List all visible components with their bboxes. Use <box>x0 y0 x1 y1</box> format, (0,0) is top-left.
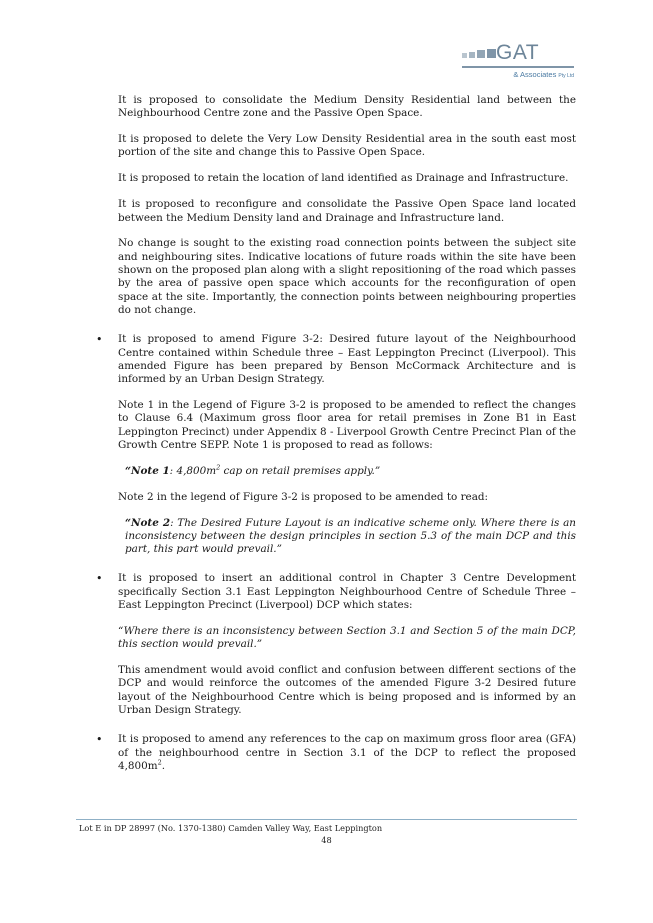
bullet-item: • It is proposed to amend any references to the cap on maximum gross floor area (GFA) of the neighbourhood centre in Section 3.1 of the DCP to reflect the proposed $4,800m^2$. <box>118 733 576 773</box>
logo-subtitle: & Associates Pty Ltd <box>513 70 574 79</box>
bullet-item: • It is proposed to insert an additional control in Chapter 3 Centre Development specifically Section 3.1 East Leppington Neighbourhood Centre of Schedule Three – East Leppington Precinct (Liverpool) DCP which states: <box>118 572 576 612</box>
paragraph: This amendment would avoid conflict and confusion between different sections of the DCP and would reinforce the outcomes of the amended Figure 3-2 Desired future layout of the Neighbourhood Centre which is being proposed and is informed by an Urban Design Strategy. <box>118 664 576 717</box>
logo-squares-icon <box>462 49 496 58</box>
paragraph: No change is sought to the existing road connection points between the subject site and neighbouring sites. Indicative locations of future roads within the site have been shown on the proposed plan along with a slight repositioning of the road which passes by the area of passive open space which accounts for the reconfiguration of open space at the site. Importantly, the connection points between neighbouring properties do not change. <box>118 237 576 316</box>
paragraph: It is proposed to reconfigure and consolidate the Passive Open Space land located between the Medium Density land and Drainage and Infrastructure land. <box>118 198 576 224</box>
logo-underline <box>462 66 574 68</box>
paragraph: It is proposed to consolidate the Medium Density Residential land between the Neighbourhood Centre zone and the Passive Open Space. <box>118 94 576 120</box>
paragraph: It is proposed to retain the location of land identified as Drainage and Infrastructure. <box>118 172 569 185</box>
logo-name: GAT <box>496 41 540 64</box>
footer-address: Lot E in DP 28997 (No. 1370-1380) Camden Valley Way, East Leppington <box>79 823 383 833</box>
company-logo <box>462 42 574 80</box>
bullet-item: • It is proposed to amend Figure 3-2: Desired future layout of the Neighbourhood Centre contained within Schedule three – East Leppington Precinct (Liverpool). This amended Figure has been prepared by Benson McCormack Architecture and is informed by an Urban Design Strategy. <box>118 333 576 386</box>
document-body <box>118 94 576 786</box>
note-1: “Note 1: $4,800m^2$ cap on retail premises apply.” <box>125 463 381 477</box>
quote: “Where there is an inconsistency between Section 3.1 and Section 5 of the main DCP, this section would prevail.” <box>118 624 576 651</box>
note-2: “Note 2: The Desired Future Layout is an indicative scheme only. Where there is an inconsistency between the design principles in section 5.3 of the main DCP and this part, this part would prevail.” <box>125 516 576 556</box>
paragraph: Note 2 in the legend of Figure 3-2 is proposed to be amended to read: <box>118 490 489 503</box>
logo-subtitle-small: Pty Ltd <box>558 73 574 79</box>
paragraph: Note 1 in the Legend of Figure 3-2 is proposed to be amended to reflect the changes to Clause 6.4 (Maximum gross floor area for retail premises in Zone B1 in East Leppington Precinct) under Appendix 8 - Liverpool Growth Centre Precinct Plan of the Growth Centre SEPP. Note 1 is proposed to read as follows: <box>118 399 576 451</box>
paragraph: It is proposed to delete the Very Low Density Residential area in the south east most portion of the site and change this to Passive Open Space. <box>118 133 576 159</box>
page-number: 48 <box>321 835 332 845</box>
footer-divider <box>76 819 577 820</box>
